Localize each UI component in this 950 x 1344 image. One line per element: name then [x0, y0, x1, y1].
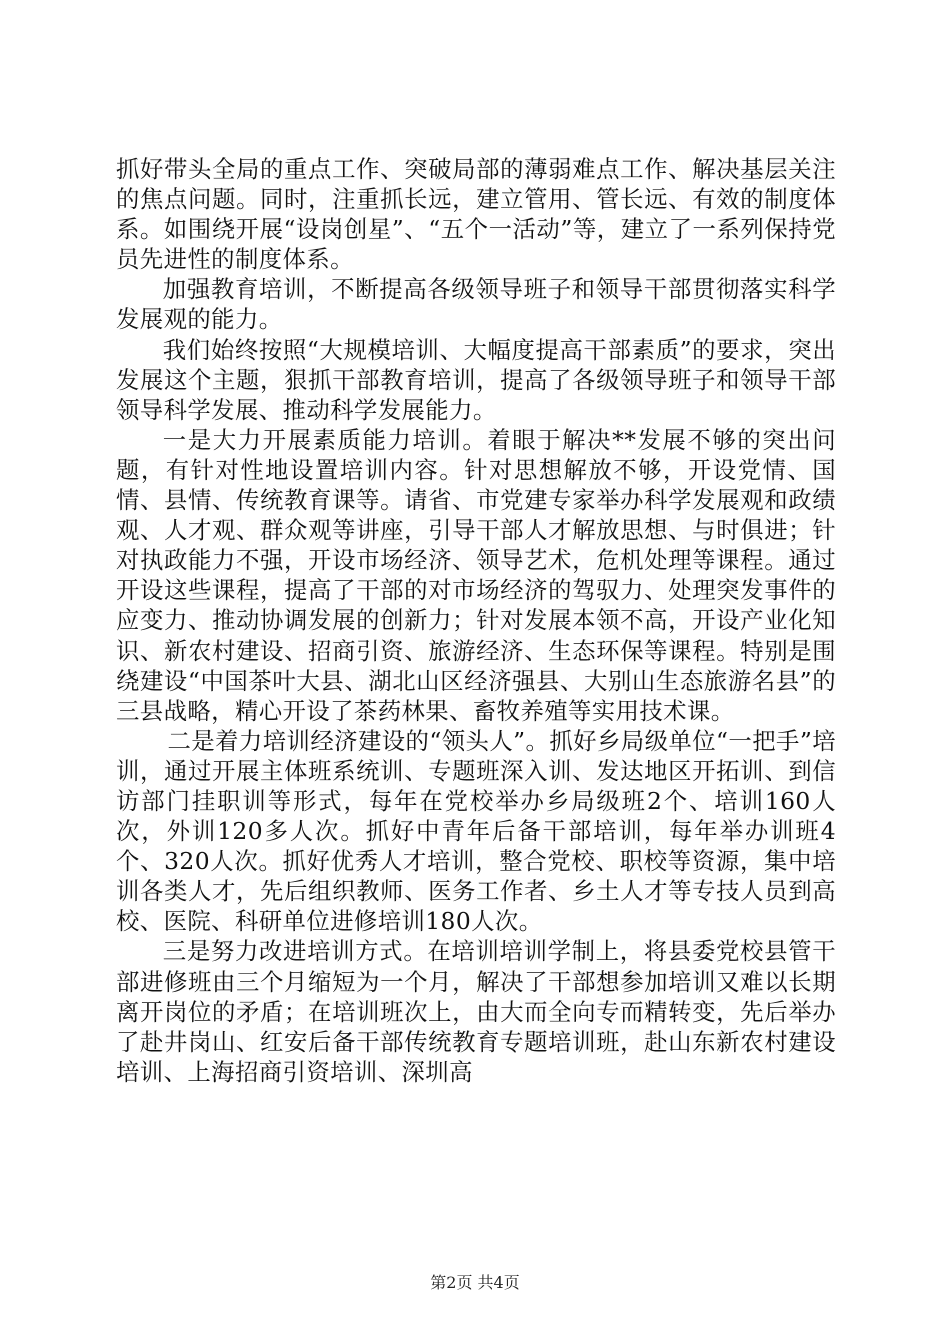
- paragraph-3: 我们始终按照“大规模培训、大幅度提高干部素质”的要求，突出发展这个主题，狠抓干部教育培训，提高了各级领导班子和领导干部领导科学发展、推动科学发展能力。: [116, 335, 836, 424]
- paragraph-4: 一是大力开展素质能力培训。着眼于解决**发展不够的突出问题，有针对性地设置培训内容。针对思想解放不够，开设党情、国情、县情、传统教育课等。请省、市党建专家举办科学发展观和政绩观、人才观、群众观等讲座，引导干部人才解放思想、与时俱进；针对执政能力不强，开设市场经济、领导艺术，危机处理等课程。通过开设这些课程，提高了干部的对市场经济的驾驭力、处理突发事件的应变力、推动协调发展的创新力；针对发展本领不高，开设产业化知识、新农村建设、招商引资、旅游经济、生态环保等课程。特别是围绕建设“中国茶叶大县、湖北山区经济强县、大别山生态旅游名县”的三县战略，精心开设了茶药林果、畜牧养殖等实用技术课。: [116, 425, 836, 725]
- paragraph-6: 三是努力改进培训方式。在培训培训学制上，将县委党校县管干部进修班由三个月缩短为一个月，解决了干部想参加培训又难以长期离开岗位的矛盾；在培训班次上，由大而全向专而精转变，先后举办了赴井岗山、红安后备干部传统教育专题培训班，赴山东新农村建设培训、上海招商引资培训、深圳高: [116, 937, 836, 1086]
- paragraph-5: 二是着力培训经济建设的“领头人”。抓好乡局级单位“一把手”培训，通过开展主体班系统训、专题班深入训、发达地区开拓训、到信访部门挂职训等形式，每年在党校举办乡局级班2个、培训160人次，外训120多人次。抓好中青年后备干部培训，每年举办训班4个、320人次。抓好优秀人才培训，整合党校、职校等资源，集中培训各类人才，先后组织教师、医务工作者、乡土人才等专技人员到高校、医院、科研单位进修培训180人次。: [116, 726, 836, 936]
- document-body: [116, 154, 836, 1087]
- paragraph-2: 加强教育培训，不断提高各级领导班子和领导干部贯彻落实科学发展观的能力。: [116, 275, 836, 334]
- paragraph-1: 抓好带头全局的重点工作、突破局部的薄弱难点工作、解决基层关注的焦点问题。同时，注重抓长远，建立管用、管长远、有效的制度体系。如围绕开展“设岗创星”、“五个一活动”等，建立了一系列保持党员先进性的制度体系。: [116, 155, 836, 274]
- page-footer: 第2页 共4页: [430, 1273, 520, 1292]
